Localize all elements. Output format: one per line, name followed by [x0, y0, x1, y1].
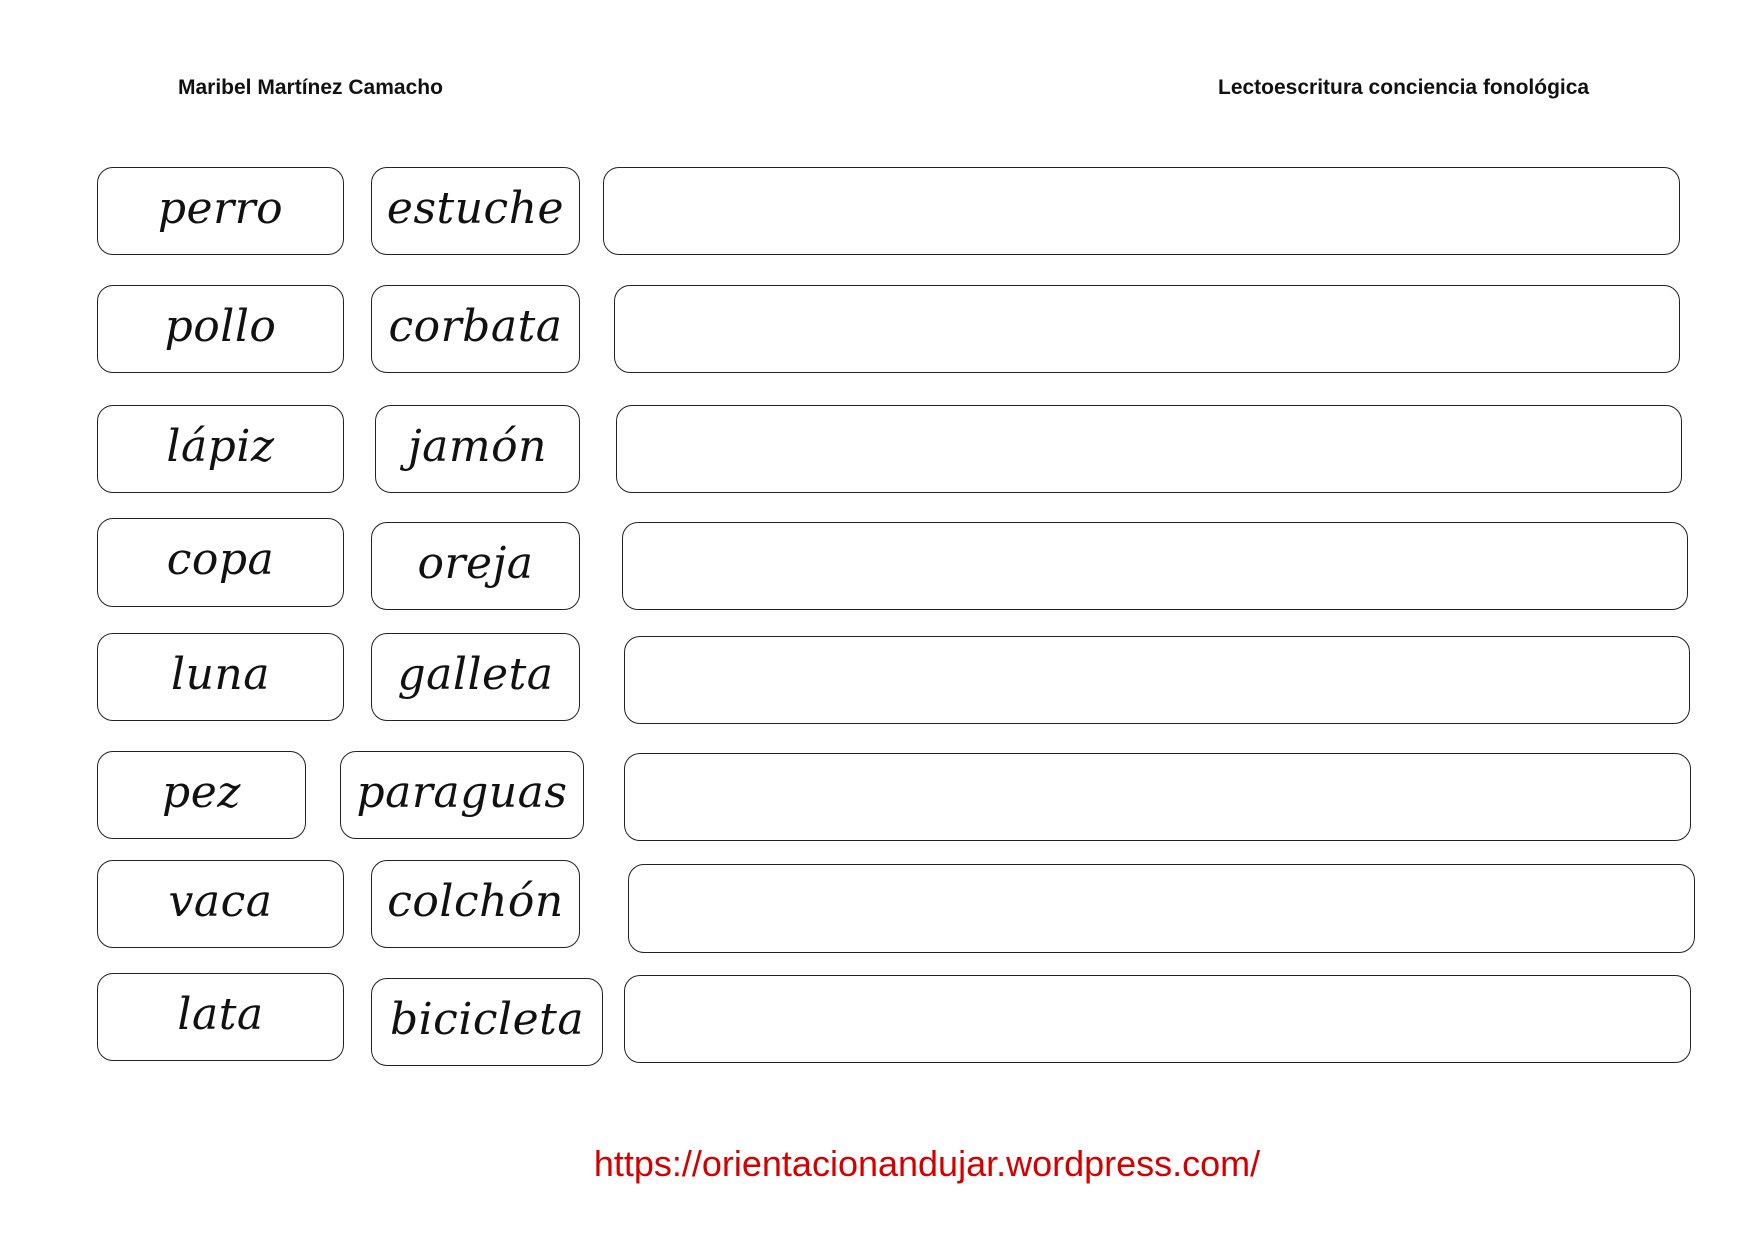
- answer-box[interactable]: [624, 753, 1691, 841]
- word-card-col2: estuche: [371, 167, 580, 255]
- footer-url-text[interactable]: https://orientacionandujar.wordpress.com/: [593, 1143, 1261, 1184]
- answer-box[interactable]: [603, 167, 1680, 255]
- word-card-col2: bicicleta: [371, 978, 603, 1066]
- word-card-col1: pez: [97, 751, 306, 839]
- word-card-col2: paraguas: [340, 751, 584, 839]
- word-card-col1: perro: [97, 167, 344, 255]
- word-card-col2: galleta: [371, 633, 580, 721]
- word-card-col1: lata: [97, 973, 344, 1061]
- answer-box[interactable]: [624, 975, 1691, 1063]
- word-card-col2: jamón: [375, 405, 580, 493]
- word-card-col1: pollo: [97, 285, 344, 373]
- answer-box[interactable]: [616, 405, 1682, 493]
- word-card-col1: luna: [97, 633, 344, 721]
- word-card-col1: copa: [97, 518, 344, 607]
- worksheet-subject: Lectoescritura conciencia fonológica: [1218, 76, 1590, 99]
- word-card-col2: oreja: [371, 522, 580, 610]
- author-name: Maribel Martínez Camacho: [178, 76, 443, 99]
- footer-url[interactable]: [0, 1143, 1754, 1185]
- answer-box[interactable]: [628, 864, 1695, 953]
- word-card-col1: lápiz: [97, 405, 344, 493]
- answer-box[interactable]: [624, 636, 1690, 724]
- word-card-col1: vaca: [97, 860, 344, 948]
- answer-box[interactable]: [622, 522, 1688, 610]
- word-card-col2: colchón: [371, 860, 580, 948]
- answer-box[interactable]: [614, 285, 1680, 373]
- word-card-col2: corbata: [371, 285, 580, 373]
